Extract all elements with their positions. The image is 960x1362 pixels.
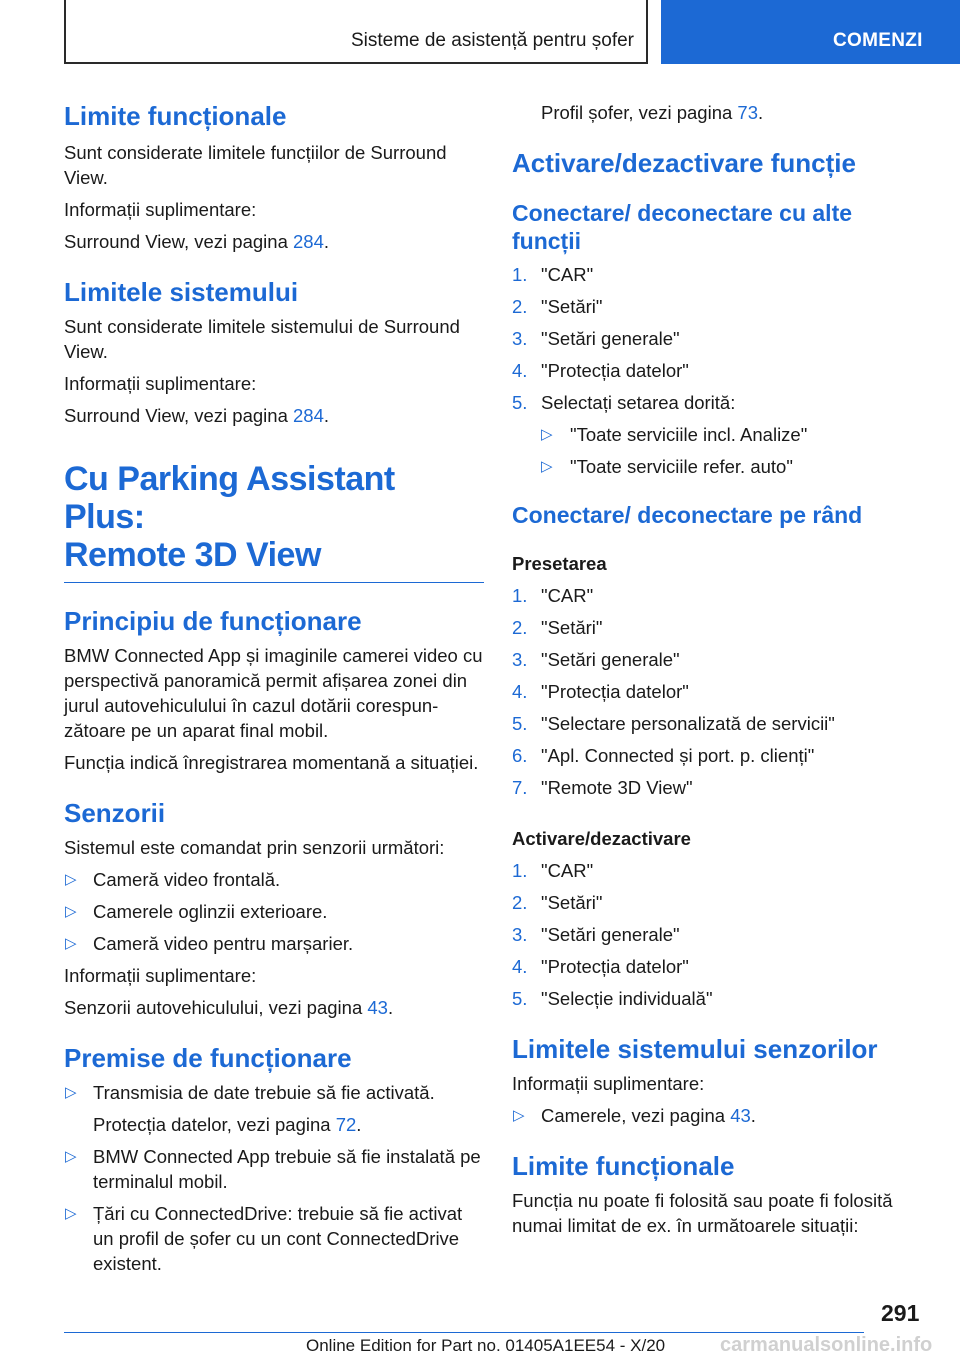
list-item-text: Țări cu ConnectedDrive: trebuie să fie activat un profil de șofer cu un cont ConnectedDrive existent. <box>93 1203 463 1274</box>
list-item <box>64 1144 484 1194</box>
right-column <box>512 100 912 1238</box>
step-number: 2. <box>512 296 528 317</box>
header-section-box <box>64 0 648 64</box>
step-number: 5. <box>512 988 528 1009</box>
step-item <box>512 986 912 1011</box>
triangle-right-icon: ▷ <box>65 871 77 888</box>
triangle-right-icon: ▷ <box>541 426 553 443</box>
triangle-right-icon: ▷ <box>541 458 553 475</box>
heading-limite-functionale-right: Limite funcționale <box>512 1151 735 1181</box>
step-number: 4. <box>512 956 528 977</box>
reference-text: Surround View, vezi pagina <box>64 405 294 426</box>
step-item <box>512 390 912 415</box>
step-text: "Setări" <box>541 892 603 913</box>
step-text: "CAR" <box>541 585 594 606</box>
step-text: Selectați setarea dorită: <box>541 392 736 413</box>
step-number: 4. <box>512 360 528 381</box>
steps-list <box>512 583 912 800</box>
step-item <box>512 922 912 947</box>
heading-activare-functie: Activare/dezactivare funcție <box>512 148 856 178</box>
tab-comenzi[interactable]: COMENZI <box>661 0 960 64</box>
step-item <box>512 858 912 883</box>
step-number: 1. <box>512 264 528 285</box>
step-item <box>512 326 912 351</box>
section-title: Sisteme de asistență pentru șofer <box>350 30 634 51</box>
step-text: "Protecția datelor" <box>541 360 689 381</box>
list-item-text: Cameră video pentru marșarier. <box>93 933 354 954</box>
triangle-right-icon: ▷ <box>513 1107 525 1124</box>
heading-conectare-rand: Conectare/ deconectare pe rând <box>512 502 863 528</box>
page-reference: Surround View, vezi pagina 284. <box>64 405 330 426</box>
list-item <box>64 1080 484 1105</box>
info-label: Informații suplimentare: <box>64 965 257 986</box>
step-item <box>512 890 912 915</box>
left-column <box>64 100 484 1276</box>
chapter-title <box>64 460 484 583</box>
step-item <box>512 711 912 736</box>
chapter-title-line1: Cu Parking Assistant Plus: <box>64 460 395 536</box>
option-item <box>512 454 912 479</box>
step-item <box>512 954 912 979</box>
step-item <box>512 647 912 672</box>
reference-text: Surround View, vezi pagina <box>64 231 294 252</box>
triangle-right-icon: ▷ <box>65 1205 77 1222</box>
step-item <box>512 583 912 608</box>
page-link[interactable]: 43 <box>730 1105 751 1126</box>
paragraph: Sunt considerate limitele funcțiilor de Surround View. <box>64 142 447 188</box>
paragraph: Funcția nu poate fi folosită sau poate fi folosită numai limitat de ex. în următoarele situații: <box>512 1190 893 1236</box>
list-item-text: Transmisia de date trebuie să fie activată. <box>93 1082 435 1103</box>
heading-limitele-sistemului: Limitele sistemului <box>64 277 299 307</box>
paragraph: Funcția indică înregistrarea momentană a situației. <box>64 752 479 773</box>
subheading-activare: Activare/dezactivare <box>512 828 691 849</box>
heading-senzorii: Senzorii <box>64 798 166 828</box>
paragraph: Sistemul este comandat prin senzorii următori: <box>64 837 445 858</box>
reference-text: Profil șofer, vezi pagina <box>541 102 738 123</box>
steps-list <box>512 262 912 479</box>
step-number: 3. <box>512 924 528 945</box>
list-item-text: Camerele oglinzii exterioare. <box>93 901 328 922</box>
heading-limite-functionale: Limite funcționale <box>64 101 287 131</box>
step-item <box>512 615 912 640</box>
step-text: "Selectare personalizată de servicii" <box>541 713 835 734</box>
option-item <box>512 422 912 447</box>
step-number: 2. <box>512 617 528 638</box>
step-number: 1. <box>512 585 528 606</box>
step-item <box>512 743 912 768</box>
triangle-right-icon: ▷ <box>65 935 77 952</box>
triangle-right-icon: ▷ <box>65 1084 77 1101</box>
step-text: "Apl. Connected și port. p. clienți" <box>541 745 815 766</box>
step-item <box>512 775 912 800</box>
page-link[interactable]: 73 <box>737 102 758 123</box>
step-number: 3. <box>512 328 528 349</box>
page-link[interactable]: 72 <box>335 1114 357 1135</box>
info-label: Informații suplimentare: <box>64 373 257 394</box>
step-number: 6. <box>512 745 528 766</box>
reference-text: Camerele, vezi pagina <box>541 1105 731 1126</box>
step-text: "Protecția datelor" <box>541 681 689 702</box>
step-text: "CAR" <box>541 860 594 881</box>
page-link[interactable]: 284 <box>293 405 324 426</box>
step-number: 4. <box>512 681 528 702</box>
list-item: ▷ Camerele, vezi pagina 43. <box>513 1105 756 1126</box>
paragraph: BMW Connected App și imaginile camerei video cu perspectivă panoramică permit afișarea zonei din jurul autovehiculului în cazul dotării corespunzătoare pe un aparat final mobil. <box>64 645 483 741</box>
paragraph: Sunt considerate limitele sistemului de Surround View. <box>64 316 460 362</box>
step-number: 5. <box>512 392 528 413</box>
list-item <box>64 1201 484 1276</box>
reference-text: Senzorii autovehiculului, vezi pagina <box>64 997 368 1018</box>
step-text: "CAR" <box>541 264 594 285</box>
footer-edition: Online Edition for Part no. 01405A1EE54 - X/20 <box>306 1336 666 1355</box>
step-item <box>512 358 912 383</box>
list-item <box>64 931 484 956</box>
step-text: "Setări generale" <box>541 649 680 670</box>
step-number: 5. <box>512 713 528 734</box>
step-text: "Setări generale" <box>541 924 680 945</box>
page-link[interactable]: 43 <box>367 997 388 1018</box>
step-item <box>512 262 912 287</box>
heading-conectare-alte: Conectare/ deconectare cu alte funcții <box>512 200 853 254</box>
heading-premise: Premise de funcționare <box>64 1043 352 1073</box>
step-number: 7. <box>512 777 528 798</box>
step-text: "Setări" <box>541 296 603 317</box>
info-label: Informații suplimentare: <box>64 199 257 220</box>
info-label: Informații suplimentare: <box>512 1073 705 1094</box>
heading-principiu: Principiu de funcționare <box>64 606 362 636</box>
step-item <box>512 294 912 319</box>
list-item-text: BMW Connected App trebuie să fie instalată pe terminalul mobil. <box>93 1146 481 1192</box>
step-text: "Setări" <box>541 617 603 638</box>
triangle-right-icon: ▷ <box>65 903 77 920</box>
step-item <box>512 679 912 704</box>
list-item <box>64 899 484 924</box>
page-reference: Protecția datelor, vezi pagina 72. <box>93 1114 362 1135</box>
steps-list <box>512 858 912 1011</box>
page-reference: Surround View, vezi pagina 284. <box>64 231 330 252</box>
subheading-presetarea: Presetarea <box>512 553 607 574</box>
list-item <box>64 867 484 892</box>
page-link[interactable]: 284 <box>293 231 324 252</box>
list-item-text: Cameră video frontală. <box>93 869 281 890</box>
step-number: 3. <box>512 649 528 670</box>
page-reference: Senzorii autovehiculului, vezi pagina 43. <box>64 997 394 1018</box>
step-number: 1. <box>512 860 528 881</box>
option-text: "Toate serviciile incl. Analize" <box>570 424 808 445</box>
page-reference: Profil șofer, vezi pagina 73. <box>541 102 764 123</box>
page-number: 291 <box>881 1300 920 1326</box>
reference-text: Protecția datelor, vezi pagina <box>93 1114 336 1135</box>
step-text: "Selecție individuală" <box>541 988 713 1009</box>
footer-divider <box>64 1332 864 1333</box>
triangle-right-icon: ▷ <box>65 1148 77 1165</box>
watermark: carmanualsonline.info <box>720 1334 933 1356</box>
step-text: "Remote 3D View" <box>541 777 693 798</box>
heading-limitele-senzori: Limitele sistemului senzorilor <box>512 1034 878 1064</box>
option-text: "Toate serviciile refer. auto" <box>570 456 793 477</box>
step-text: "Setări generale" <box>541 328 680 349</box>
step-text: "Protecția datelor" <box>541 956 689 977</box>
chapter-title-line2: Remote 3D View <box>64 536 321 574</box>
step-number: 2. <box>512 892 528 913</box>
